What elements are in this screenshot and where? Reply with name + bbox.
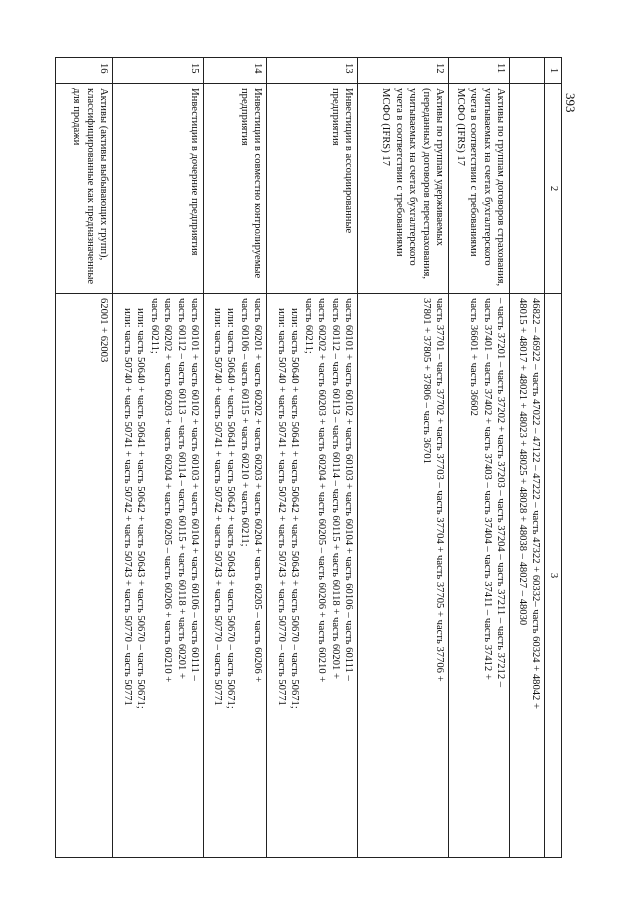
formula-line: часть 37701 – часть 37702 + часть 37703 – часть 37704 + часть 37705 + часть 37706 + bbox=[434, 298, 446, 682]
row-formula bbox=[358, 294, 449, 858]
formula-line: часть 60112 – часть 60113 – часть 60114 – часть 60115 + часть 60118 + часть 60201 + bbox=[329, 298, 341, 679]
formula-line: часть 60211; bbox=[148, 298, 160, 354]
header-cell-3: 3 bbox=[545, 294, 562, 858]
formula-line: часть 60101 + часть 60102 + часть 60103 + часть 60104 + часть 60106 – часть 60111 – bbox=[189, 298, 201, 681]
table-row bbox=[56, 58, 113, 858]
formula-line: – часть 37201 – часть 37202 + часть 37203 – часть 37204 – часть 37211 – часть 37212 – bbox=[495, 298, 507, 688]
formula-alt-line: или: часть 50640 + часть 50641 + часть 50642 + часть 50643 + часть 50670 – часть 50671; bbox=[135, 308, 147, 709]
header-cell-1: 1 bbox=[545, 58, 562, 84]
formula-alt-line: или: часть 50640 + часть 50641 + часть 50642 + часть 50643 + часть 50670 – часть 50671; bbox=[225, 308, 237, 709]
table-row bbox=[204, 58, 267, 858]
formula-line: 48015 + 48017 + 48021 + 48023 + 48025 + 48028 + 48038 – 48027 – 48030 bbox=[516, 298, 528, 626]
row-name: Инвестиции в дочерние предприятия bbox=[113, 84, 204, 294]
formula-line: часть 36601 + часть 36602 bbox=[468, 298, 480, 416]
page-number: 393 bbox=[563, 93, 578, 113]
table-row bbox=[267, 58, 358, 858]
row-name bbox=[510, 84, 545, 294]
formula-line: часть 60101 + часть 60102 + часть 60103 + часть 60104 + часть 60106 – часть 60111 – bbox=[343, 298, 355, 681]
table-row bbox=[358, 58, 449, 858]
formula-alt-line: или: часть 50740 + часть 50741 + часть 50742 + часть 50743 + часть 50770 – часть 50771 bbox=[211, 308, 223, 706]
formula-line: 37801 + 37805 + 37806 – часть 36701 bbox=[420, 298, 432, 464]
row-name: Инвестиции в совместно контролируемые предприятия bbox=[204, 84, 267, 294]
row-formula bbox=[267, 294, 358, 858]
accounts-table bbox=[55, 57, 562, 858]
row-formula bbox=[510, 294, 545, 858]
row-number bbox=[510, 58, 545, 84]
formula-line: 46822 – 46922 – часть 47022 – 47122 – 47222 – часть 47322 + 60332– часть 60324 + 48042 + bbox=[530, 298, 542, 709]
formula-line: часть 60112 – часть 60113 – часть 60114 – часть 60115 + часть 60118 + часть 60201 + bbox=[175, 298, 187, 679]
header-cell-2: 2 bbox=[545, 84, 562, 294]
table-row-continuation bbox=[510, 58, 545, 858]
row-name: Активы по группам договоров страхования, учитываемых на счетах бухгалтерского учета в соответствии с требованиями МСФО (IFRS) 17 bbox=[449, 84, 510, 294]
formula-alt-line: или: часть 50740 + часть 50741 + часть 50742 + часть 50743 + часть 50770 – часть 50771 bbox=[121, 308, 133, 706]
row-number: 11 bbox=[449, 58, 510, 84]
formula-line: часть 60211; bbox=[302, 298, 314, 354]
row-number: 16 bbox=[56, 58, 113, 84]
row-number: 13 bbox=[267, 58, 358, 84]
row-formula bbox=[56, 294, 113, 858]
table-row bbox=[449, 58, 510, 858]
row-number: 14 bbox=[204, 58, 267, 84]
row-number: 15 bbox=[113, 58, 204, 84]
row-name: Инвестиции в ассоциированные предприятия bbox=[267, 84, 358, 294]
row-formula bbox=[113, 294, 204, 858]
formula-alt-line: или: часть 50640 + часть 50641 + часть 50642 + часть 50643 + часть 50670 – часть 50671; bbox=[289, 308, 301, 709]
row-formula bbox=[449, 294, 510, 858]
table-row bbox=[113, 58, 204, 858]
formula-line: часть 60106 – часть 60115 + часть 60210 + часть 60211; bbox=[238, 298, 250, 547]
row-formula bbox=[204, 294, 267, 858]
row-name: Активы по группам удерживаемых (переданных) договоров перестрахования, учитываемых на счетах бухгалтерского учета в соответствии с требованиями МСФО (IFRS) 17 bbox=[358, 84, 449, 294]
formula-line: часть 37401 – часть 37402 + часть 37403 – часть 37404 – часть 37411 – часть 37412 + bbox=[481, 298, 493, 680]
formula-line: часть 60201 + часть 60202 + часть 60203 + часть 60204 + часть 60205 – часть 60206 + bbox=[252, 298, 264, 683]
formula-line: 62001 + 62003 bbox=[98, 298, 110, 363]
rotated-page bbox=[32, 57, 562, 857]
row-name: Активы (активы выбывающих групп), классифицированные как предназначенные для продажи bbox=[56, 84, 113, 294]
formula-alt-line: или: часть 50740 + часть 50741 + часть 50742 + часть 50743 + часть 50770 – часть 50771 bbox=[275, 308, 287, 706]
formula-line: часть 60202 + часть 60203 + часть 60204 + часть 60205 – часть 60206 + часть 60210 + bbox=[316, 298, 328, 683]
row-number: 12 bbox=[358, 58, 449, 84]
header-row bbox=[545, 58, 562, 858]
formula-line: часть 60202 + часть 60203 + часть 60204 + часть 60205 – часть 60206 + часть 60210 + bbox=[162, 298, 174, 683]
